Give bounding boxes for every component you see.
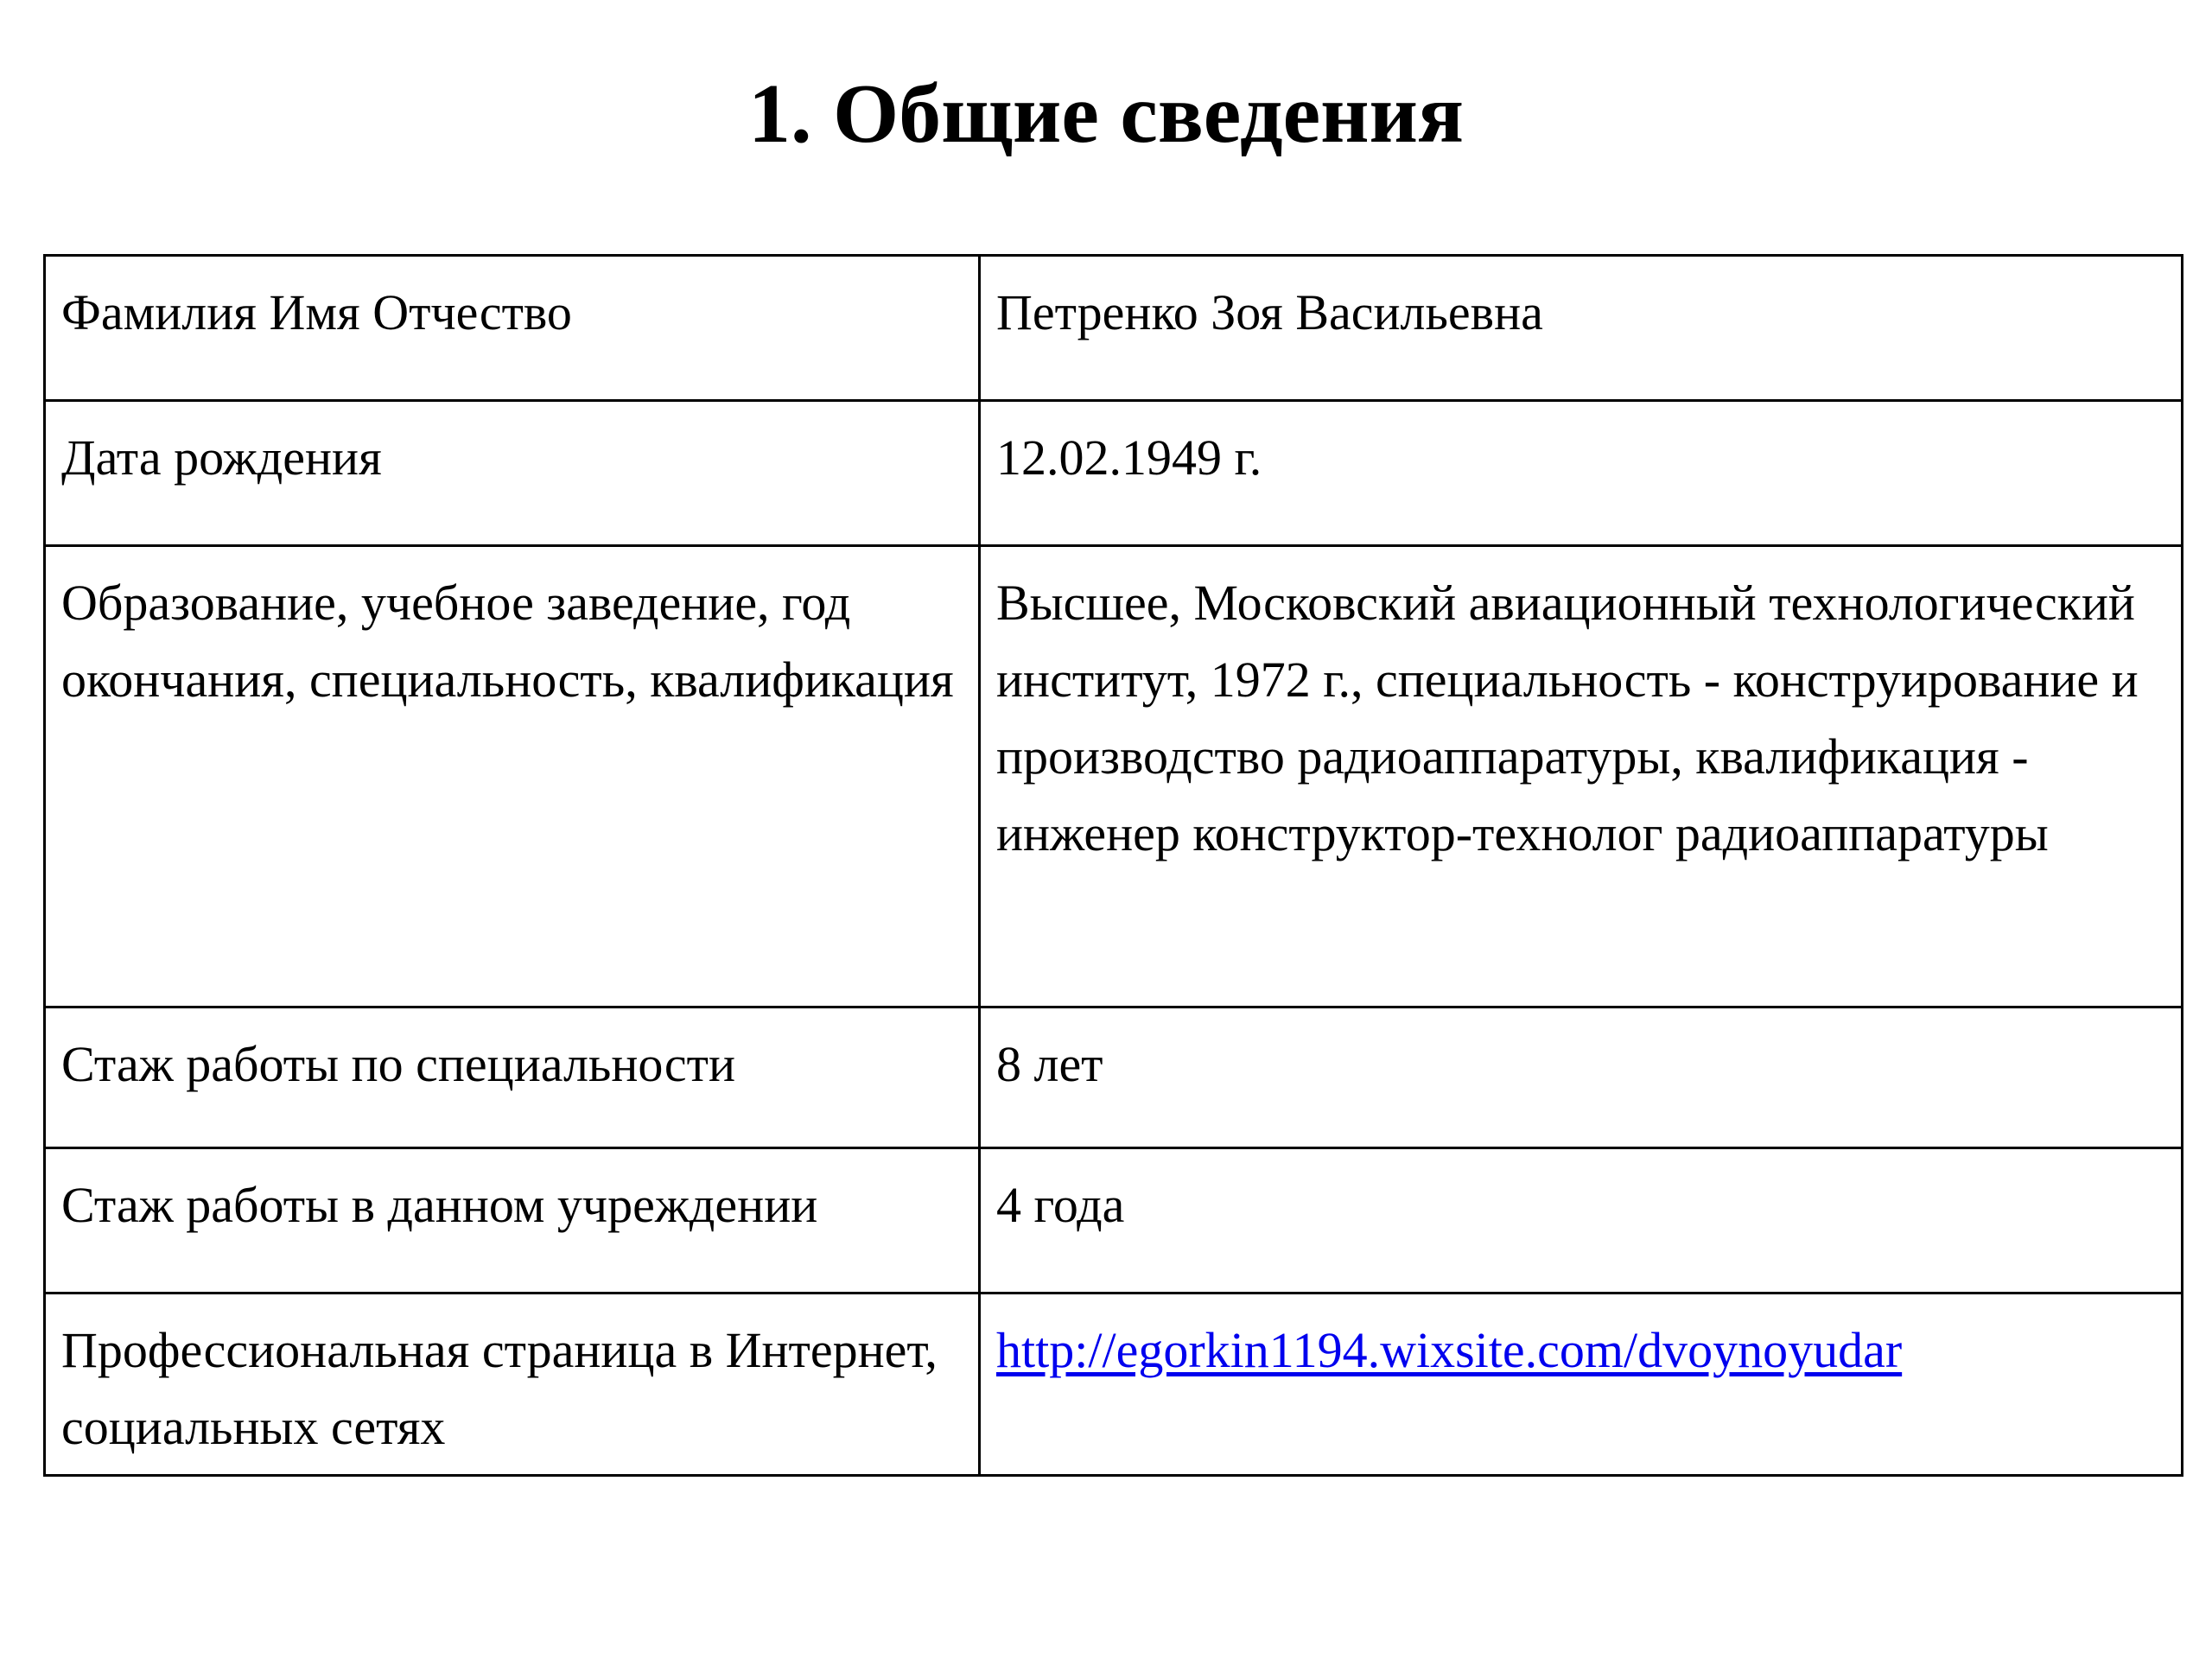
page-title: 1. Общие сведения <box>747 67 1465 161</box>
table-row-full-name <box>45 256 2183 401</box>
birth-date-label: Дата рождения <box>45 401 980 546</box>
birth-date-value: 12.02.1949 г. <box>980 401 2183 546</box>
table-row-professional-page <box>45 1294 2183 1476</box>
education-value: Высшее, Московский авиационный технологический институт, 1972 г., специальность - конструирование и производство радиоаппаратуры, квалификация - инженер конструктор-технолог радиоаппаратуры <box>980 546 2183 1007</box>
full-name-value: Петренко Зоя Васильевна <box>980 256 2183 401</box>
full-name-label: Фамилия Имя Отчество <box>45 256 980 401</box>
institution-experience-label: Стаж работы в данном учреждении <box>45 1148 980 1294</box>
table-row-specialty-experience <box>45 1007 2183 1148</box>
specialty-experience-value: 8 лет <box>980 1007 2183 1148</box>
professional-page-label: Профессиональная страница в Интернет, социальных сетях <box>45 1294 980 1476</box>
professional-page-cell <box>980 1294 2183 1476</box>
table-row-education <box>45 546 2183 1007</box>
table-row-birth-date <box>45 401 2183 546</box>
table-row-institution-experience <box>45 1148 2183 1294</box>
info-table <box>43 254 2183 1477</box>
education-label: Образование, учебное заведение, год окончания, специальность, квалификация <box>45 546 980 1007</box>
institution-experience-value: 4 года <box>980 1148 2183 1294</box>
specialty-experience-label: Стаж работы по специальности <box>45 1007 980 1148</box>
professional-page-link[interactable]: http://egorkin1194.wixsite.com/dvoynoyudar <box>996 1322 1903 1378</box>
